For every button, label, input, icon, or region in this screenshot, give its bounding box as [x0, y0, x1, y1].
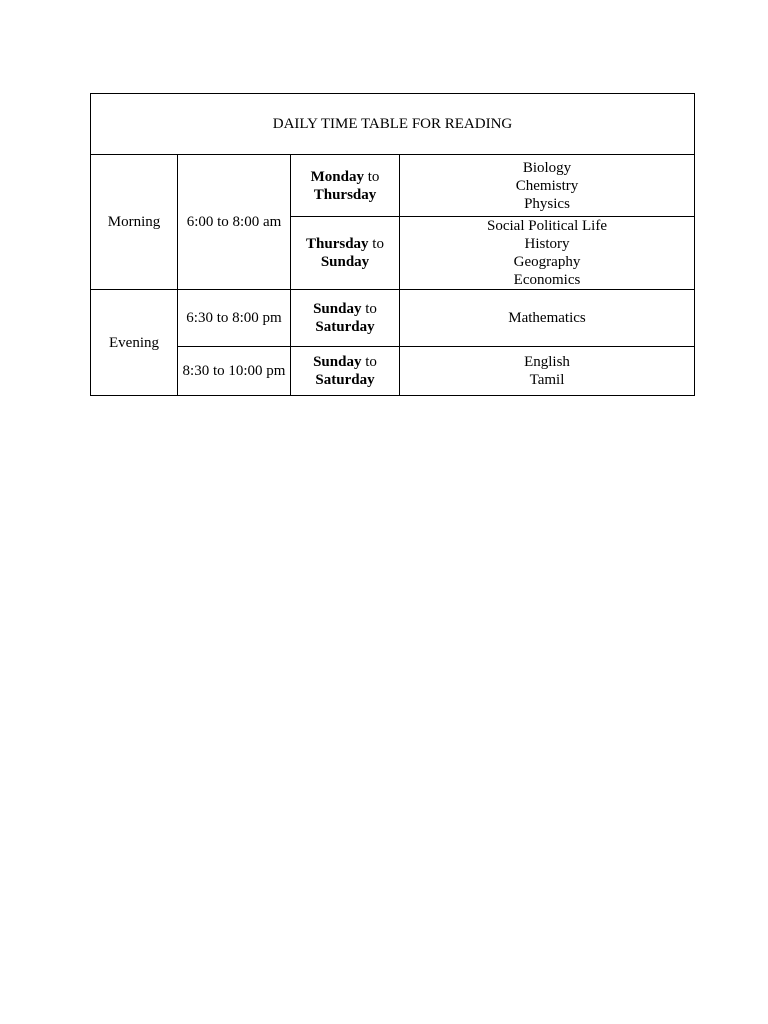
day-from: Sunday — [313, 354, 362, 370]
time-morning: 6:00 to 8:00 am — [178, 155, 291, 290]
day-to: Sunday — [320, 254, 370, 270]
days-morning-2 — [291, 217, 400, 290]
day-to: Saturday — [315, 319, 375, 335]
subjects-evening-1 — [400, 290, 695, 347]
subject: History — [524, 236, 570, 252]
day-sep: to — [367, 168, 380, 185]
subjects-evening-2 — [400, 347, 695, 396]
day-sep: to — [365, 301, 377, 317]
day-from: Thursday — [306, 236, 369, 252]
subject: Chemistry — [515, 177, 579, 194]
time-evening-2: 8:30 to 10:00 pm — [178, 347, 291, 396]
day-from: Sunday — [313, 301, 362, 317]
subject: Biology — [522, 159, 572, 176]
subject: Tamil — [529, 372, 565, 388]
days-evening-1 — [291, 290, 400, 347]
session-morning: Morning — [91, 155, 178, 290]
subject: Economics — [513, 272, 581, 288]
days-morning-1 — [291, 155, 400, 217]
day-sep: to — [372, 236, 384, 252]
subject: Mathematics — [508, 310, 586, 326]
table-title: DAILY TIME TABLE FOR READING — [91, 94, 695, 155]
subject: Physics — [524, 195, 570, 212]
subjects-morning-1 — [400, 155, 695, 217]
day-to: Saturday — [315, 372, 375, 388]
days-evening-2 — [291, 347, 400, 396]
subject: Social Political Life — [487, 218, 607, 234]
day-sep: to — [365, 354, 377, 370]
day-from: Monday — [310, 168, 364, 185]
day-to: Thursday — [313, 186, 377, 203]
time-evening-1: 6:30 to 8:00 pm — [178, 290, 291, 347]
subject: Geography — [513, 254, 581, 270]
session-evening: Evening — [91, 290, 178, 396]
reading-timetable — [90, 93, 695, 396]
subject: English — [524, 354, 570, 370]
subjects-morning-2 — [400, 217, 695, 290]
